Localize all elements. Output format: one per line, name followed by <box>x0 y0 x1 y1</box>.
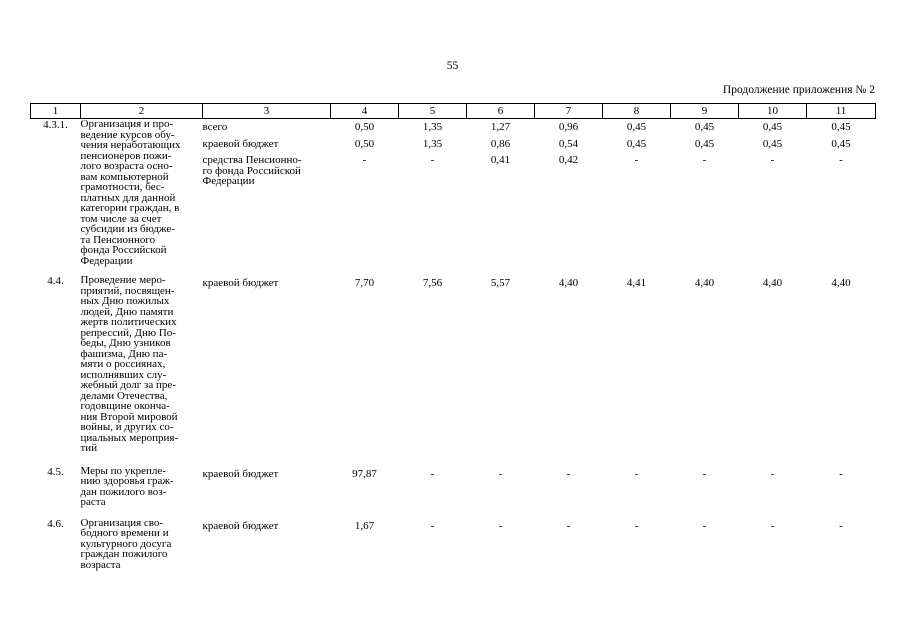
activity-name-line: том числе за счет <box>80 212 162 225</box>
activity-name <box>81 119 203 267</box>
value: - <box>498 519 503 532</box>
activity-name-line: Федерации <box>80 254 133 267</box>
value: - <box>566 467 571 480</box>
value: 4,40 <box>694 277 715 289</box>
activity-name-line: ведение курсов обу- <box>80 128 175 141</box>
value: 0,45 <box>762 137 783 150</box>
activity-name-line: приятий, посвящен- <box>80 284 175 297</box>
activity-name-line: репрессий, Дню По- <box>80 326 176 339</box>
value: 0,50 <box>354 121 375 133</box>
value: 0,45 <box>694 137 715 150</box>
activity-name <box>81 466 203 508</box>
value-cell <box>603 119 671 267</box>
activity-name-line: раста <box>80 496 106 508</box>
value: 0,41 <box>490 154 511 166</box>
value-cell <box>603 275 671 454</box>
value: 0,42 <box>558 154 579 166</box>
value-cell <box>671 275 739 454</box>
activity-name-line: лого возраста осно- <box>80 160 173 172</box>
value: 1,35 <box>422 121 443 133</box>
activity-name-line: исполнявших слу- <box>80 368 167 381</box>
activity-name-line: фашизма, Дню па- <box>80 347 168 360</box>
column-header-9: 9 <box>671 104 739 119</box>
funding-source-label: краевой бюджет <box>202 137 279 150</box>
value: - <box>430 154 435 166</box>
activity-name-line: чения неработающих <box>80 139 181 151</box>
row-number: 4.6. <box>47 517 64 530</box>
value: 4,41 <box>626 277 647 289</box>
value-cell <box>671 466 739 508</box>
activity-name-line: та Пенсионного <box>80 233 156 246</box>
program-table <box>30 103 876 570</box>
value: - <box>634 467 639 480</box>
value-cell <box>467 518 535 571</box>
funding-source-line: средства Пенсионно- <box>202 154 302 166</box>
value: - <box>839 519 843 532</box>
value: 4,40 <box>558 277 579 289</box>
value: 7,56 <box>422 277 443 289</box>
activity-name-line: беды, Дню узников <box>80 337 171 349</box>
activity-name-line: ния Второй мировой <box>80 410 178 423</box>
funding-source-line: го фонда Российской <box>202 164 301 177</box>
activity-name-line: Организация сво- <box>80 516 164 529</box>
activity-name-line: субсидии из бюдже- <box>80 223 175 235</box>
row-spacer-cell <box>31 508 876 518</box>
activity-name-line: категории граждан, в <box>80 202 180 214</box>
activity-name <box>81 518 203 571</box>
value: - <box>430 519 435 532</box>
value: - <box>566 519 571 532</box>
column-header-6: 6 <box>467 104 535 119</box>
value-cell <box>467 466 535 508</box>
activity-name-line: дан пожилого воз- <box>80 485 167 498</box>
value: 1,27 <box>490 121 511 133</box>
value: - <box>362 154 367 166</box>
value-cell <box>807 275 876 454</box>
page-number: 55 <box>446 60 459 72</box>
value-cell <box>671 518 739 571</box>
activity-name <box>81 275 203 454</box>
funding-source-label: всего <box>202 121 228 133</box>
value: 0,45 <box>831 137 851 150</box>
value-cell <box>535 275 603 454</box>
value-cell <box>331 275 399 454</box>
value-cell <box>739 119 807 267</box>
column-header-10: 10 <box>739 104 807 119</box>
activity-name-line: жебный долг за пре- <box>80 379 176 391</box>
value: 0,45 <box>626 121 647 133</box>
value: - <box>770 154 775 166</box>
value: 5,57 <box>490 277 511 289</box>
value-cell <box>807 518 876 571</box>
funding-source-label: краевой бюджет <box>202 519 279 532</box>
value-cell <box>739 466 807 508</box>
table-body <box>31 119 876 571</box>
activity-name-line: фонда Российской <box>80 244 167 256</box>
value-cell <box>399 119 467 267</box>
value: 4,40 <box>762 277 783 289</box>
row-spacer-cell <box>31 454 876 466</box>
continuation-label: Продолжение приложения № 2 <box>722 84 875 96</box>
activity-name-line: тий <box>80 442 98 454</box>
column-header-8: 8 <box>603 104 671 119</box>
funding-source-label <box>203 152 331 187</box>
value: - <box>770 467 775 480</box>
value-cell <box>467 275 535 454</box>
value: 0,45 <box>831 121 851 133</box>
value: 0,96 <box>558 121 579 133</box>
value: 0,86 <box>490 137 511 150</box>
value-cell <box>739 518 807 571</box>
row-number: 4.5. <box>47 465 64 478</box>
value-cell <box>603 466 671 508</box>
value: - <box>634 519 639 532</box>
funding-sources <box>203 275 331 454</box>
column-header-4: 4 <box>331 104 399 119</box>
activity-name-line: Меры по укрепле- <box>80 464 166 477</box>
value: 0,45 <box>694 121 715 133</box>
activity-name-line: пенсионеров пожи- <box>80 149 172 162</box>
value-cell <box>535 466 603 508</box>
funding-sources <box>203 119 331 267</box>
value: - <box>839 467 843 480</box>
activity-name-line: грамотности, бес- <box>80 181 165 193</box>
value-cell <box>535 119 603 267</box>
activity-name-line: войны, и других со- <box>80 421 174 433</box>
value-cell <box>807 119 876 267</box>
activity-name-line: Организация и про- <box>80 118 174 130</box>
value: - <box>702 467 707 480</box>
row-number: 4.3.1. <box>43 119 68 131</box>
activity-name-line: бодного времени и <box>80 527 169 539</box>
table-row <box>31 119 876 267</box>
column-header-5: 5 <box>399 104 467 119</box>
activity-name-line: жертв политических <box>80 316 177 328</box>
value: 0,45 <box>626 137 647 150</box>
header-row <box>31 104 876 119</box>
value: - <box>770 519 775 532</box>
value-cell <box>671 119 739 267</box>
activity-name-line: годовщине оконча- <box>80 400 170 412</box>
value-cell <box>399 275 467 454</box>
activity-name-line: ных Дню пожилых <box>80 295 170 307</box>
row-number: 4.4. <box>47 275 64 287</box>
value: 1,35 <box>422 137 443 150</box>
table-row <box>31 518 876 571</box>
value: - <box>430 467 435 480</box>
value: 4,40 <box>831 277 851 289</box>
value-cell <box>603 518 671 571</box>
value-cell <box>331 119 399 267</box>
value: 1,67 <box>354 519 375 532</box>
value-cell <box>399 466 467 508</box>
value: - <box>498 467 503 480</box>
row-spacer <box>31 454 876 466</box>
value-cell <box>535 518 603 571</box>
activity-name-line: циальных мероприя- <box>80 431 179 444</box>
funding-source-line: Федерации <box>202 175 255 187</box>
value: - <box>634 154 639 166</box>
value-cell <box>331 518 399 571</box>
value: 0,54 <box>558 137 579 150</box>
row-spacer <box>31 508 876 518</box>
value: - <box>702 154 707 166</box>
value-cell <box>467 119 535 267</box>
value-cell <box>331 466 399 508</box>
funding-sources <box>203 518 331 571</box>
activity-name-line: людей, Дню памяти <box>80 305 174 318</box>
funding-source-label: краевой бюджет <box>202 467 279 480</box>
column-header-11: 11 <box>807 104 876 119</box>
column-header-2: 2 <box>81 104 203 119</box>
table-row <box>31 275 876 454</box>
activity-name-line: вам компьютерной <box>80 170 169 183</box>
activity-name-line: граждан пожилого <box>80 548 168 560</box>
activity-name-line: мяти о россиянах, <box>80 358 166 370</box>
value: - <box>839 154 843 166</box>
activity-name-line: платных для данной <box>80 191 176 204</box>
value: 0,50 <box>354 137 375 150</box>
value-cell <box>739 275 807 454</box>
value: 7,70 <box>354 277 375 289</box>
value-cell <box>399 518 467 571</box>
funding-source-label: краевой бюджет <box>202 277 279 289</box>
value: 97,87 <box>352 467 377 480</box>
table-row <box>31 466 876 508</box>
activity-name-line: культурного досуга <box>80 537 172 550</box>
activity-name-line: Проведение меро- <box>80 274 166 286</box>
column-header-1: 1 <box>31 104 81 119</box>
funding-sources <box>203 466 331 508</box>
activity-name-line: делами Отечества, <box>80 389 168 402</box>
activity-name-line: нию здоровья граж- <box>80 475 174 487</box>
value: 0,45 <box>762 121 783 133</box>
column-header-7: 7 <box>535 104 603 119</box>
value: - <box>702 519 707 532</box>
column-header-3: 3 <box>203 104 331 119</box>
activity-name-line: возраста <box>80 558 121 571</box>
value-cell <box>807 466 876 508</box>
